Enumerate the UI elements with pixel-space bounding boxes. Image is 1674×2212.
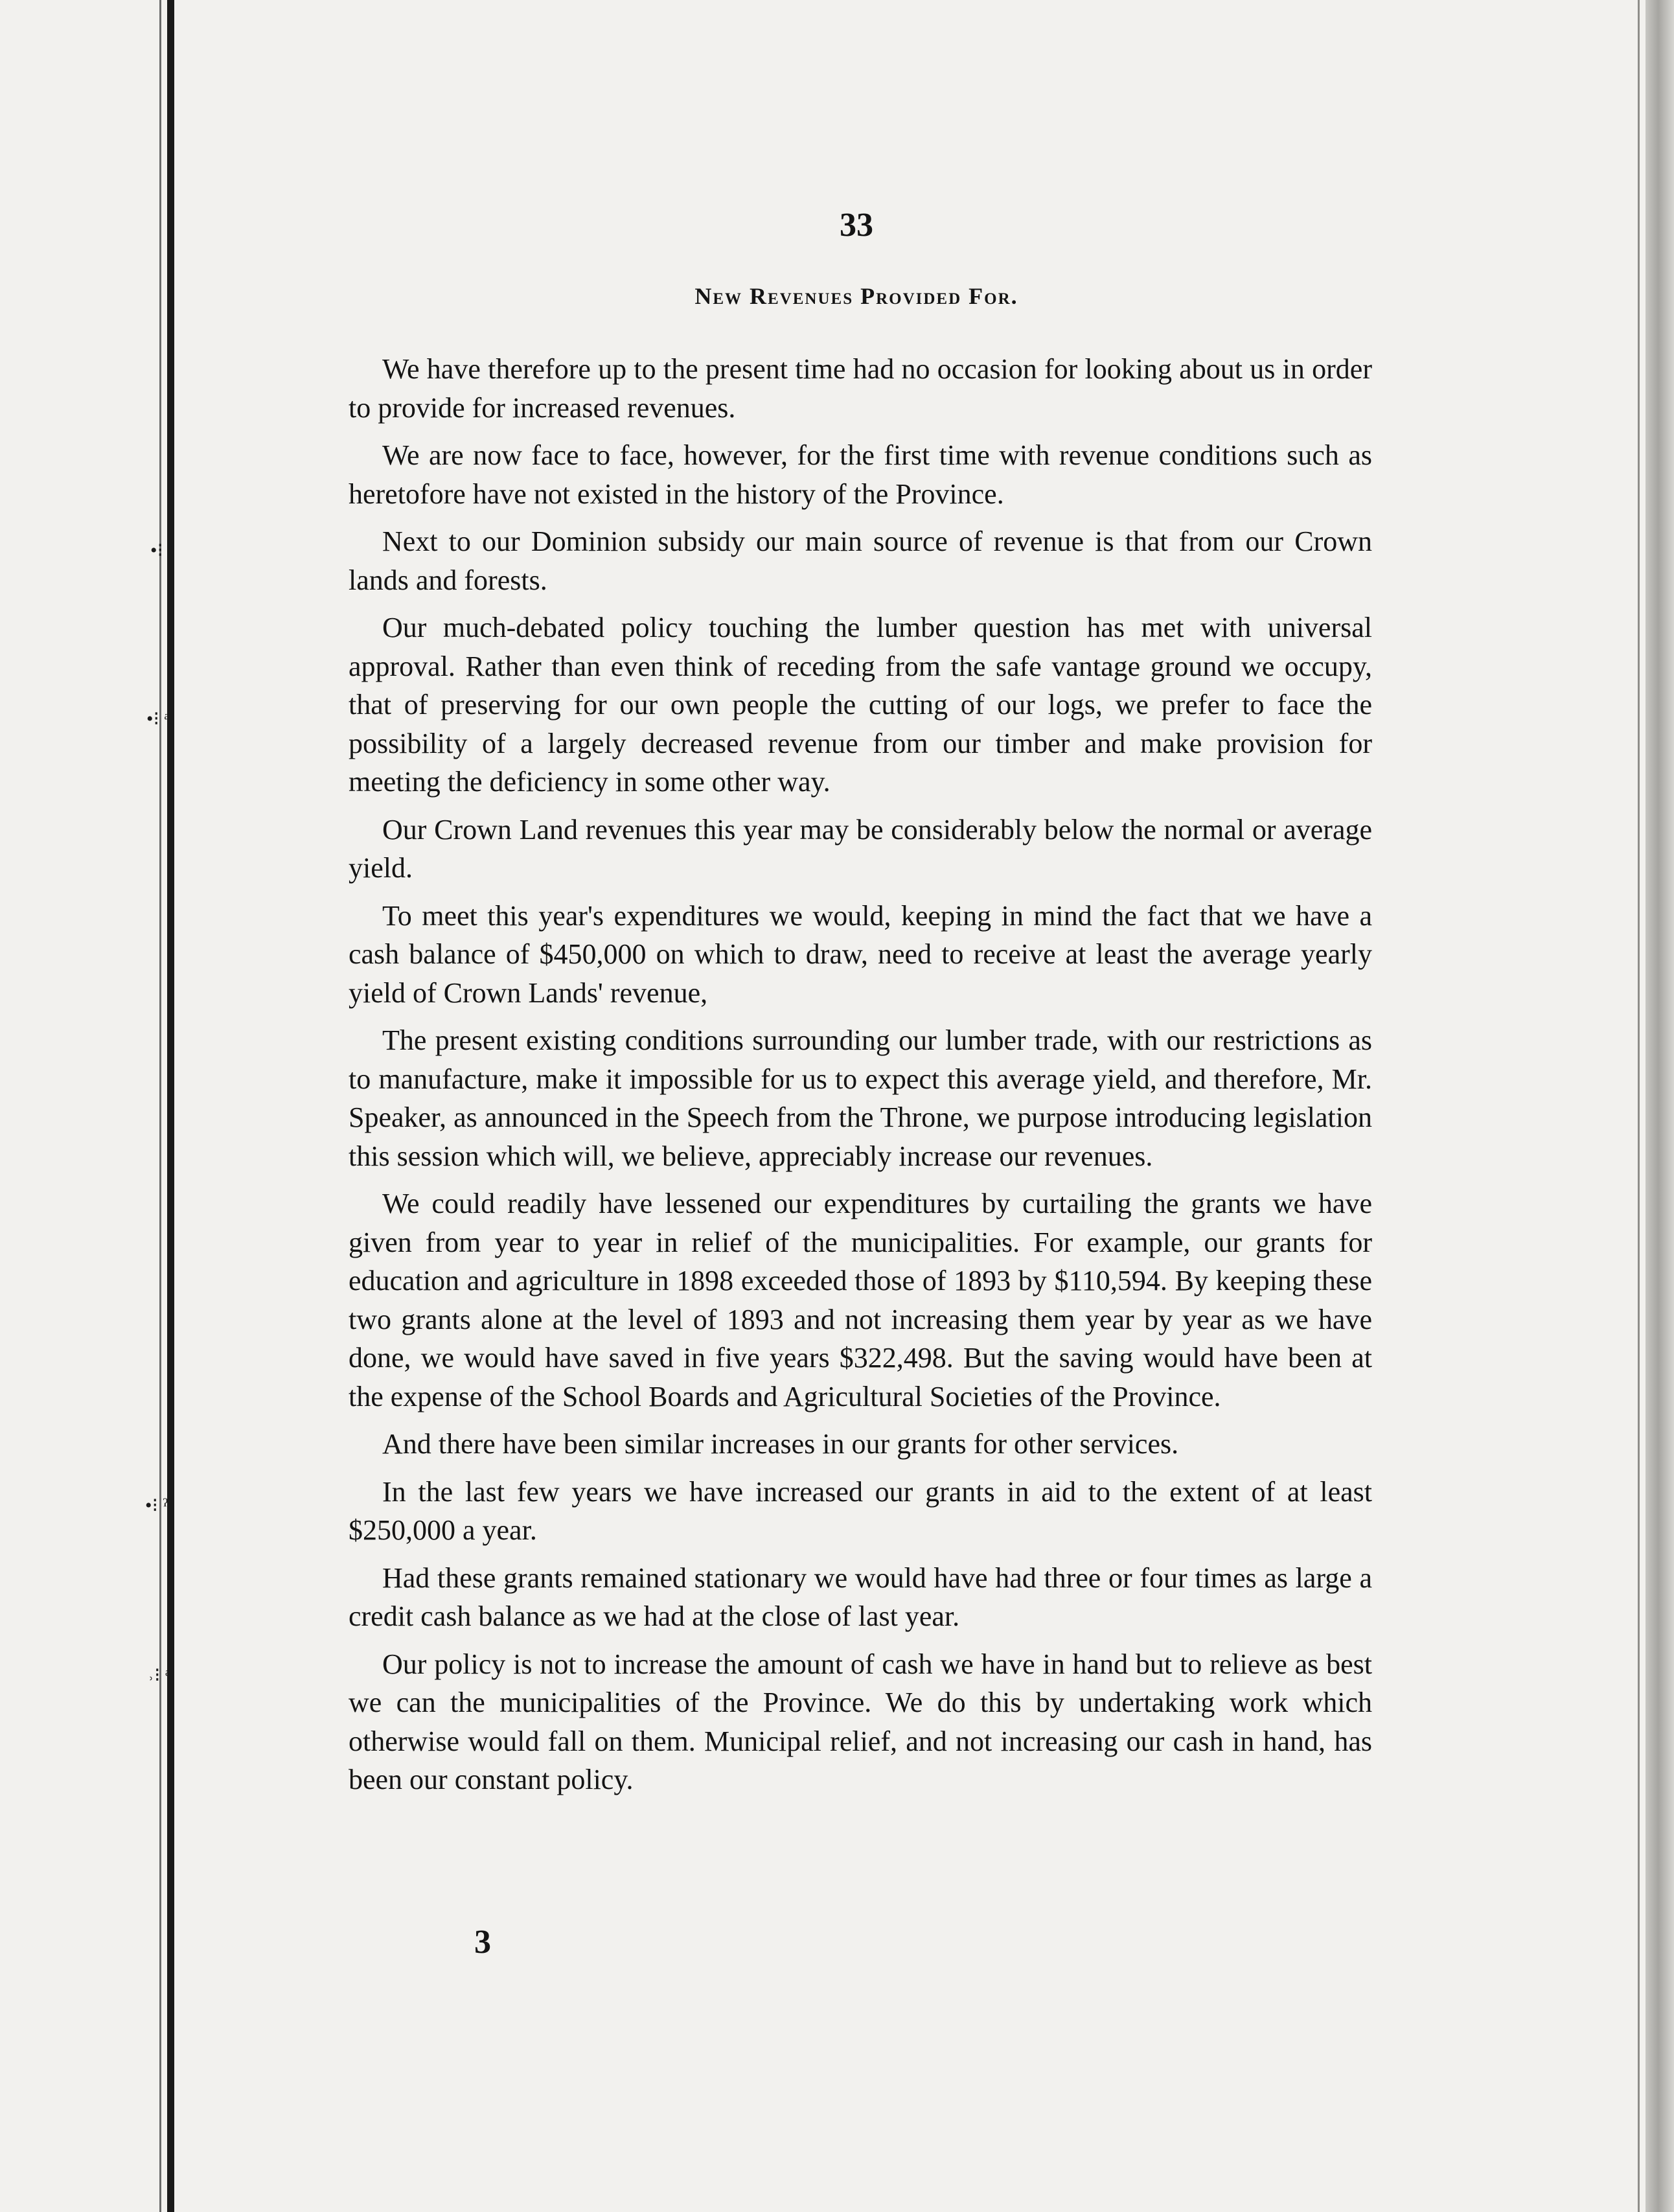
- paragraph: In the last few years we have increased our grants in aid to the extent of at least $250,000 a year.: [349, 1475, 1372, 1546]
- margin-mark: ˒⁝ ᵃ: [148, 1665, 171, 1686]
- body-text: [349, 350, 1372, 1808]
- paragraph: To meet this year's expenditures we would, keeping in mind the fact that we have a cash balance of $450,000 on which to draw, need to receive at least the average yearly yield of Crown Lands' revenue,: [349, 899, 1372, 1009]
- paragraph: Next to our Dominion subsidy our main source of revenue is that from our Crown lands and forests.: [349, 525, 1372, 596]
- paragraph: The present existing conditions surrounding our lumber trade, with our restrictions as to manufacture, make it impossible for us to expect this average yield, and therefore, Mr. Speaker, as announced in the Speech from the Throne, we purpose introducing legislation this session which will, we believe, appreciably increase our revenues.: [349, 1024, 1372, 1172]
- paragraph: Our policy is not to increase the amount of cash we have in hand but to relieve as best we can the municipalities of the Province. We do this by undertaking work which otherwise would fall on them. Municipal relief, and not increasing our cash in hand, has been our constant policy.: [349, 1648, 1372, 1795]
- signature-mark: 3: [474, 1924, 491, 1961]
- paragraph: And there have been similar increases in our grants for other services.: [382, 1428, 1179, 1460]
- paragraph: Our much-debated policy touching the lumber question has met with universal approval. Rather than even think of receding from the safe vantage ground we occupy, that of preserving for our own people the cutting of our logs, we prefer to face the possibility of a largely decreased revenue from our timber and make provision for meeting the deficiency in some other way.: [349, 612, 1372, 798]
- page-number: 33: [840, 207, 873, 244]
- margin-mark: •⁝ ᵉ: [150, 540, 174, 561]
- section-heading: New Revenues Provided For.: [694, 283, 1018, 309]
- paragraph: Our Crown Land revenues this year may be considerably below the normal or average yield.: [349, 813, 1372, 884]
- paragraph: We could readily have lessened our expenditures by curtailing the grants we have given from year to year in relief of the municipalities. For example, our grants for education and agriculture in 1898 exceeded those of 1893 by $110,594. By keeping these two grants alone at the level of 1893 and not increasing them year by year as we have done, we would have saved in five years $322,498. But the saving would have been at the expense of the School Boards and Agricultural Societies of the Province.: [349, 1188, 1372, 1412]
- margin-mark: •⁝ ᵃ: [146, 708, 170, 730]
- margin-mark: •⁝ ˀ: [145, 1495, 168, 1516]
- binding-edge-right: [1645, 0, 1674, 2212]
- binding-shadow-left-thin: [159, 0, 161, 2212]
- paragraph: Had these grants remained stationary we would have had three or four times as large a credit cash balance as we had at the close of last year.: [349, 1561, 1372, 1632]
- paragraph: We have therefore up to the present time had no occasion for looking about us in order to provide for increased revenues.: [349, 353, 1372, 424]
- binding-edge-right-line: [1638, 0, 1640, 2212]
- paragraph: We are now face to face, however, for the first time with revenue conditions such as heretofore have not existed in the history of the Province.: [349, 439, 1372, 510]
- binding-edge-left: [167, 0, 174, 2212]
